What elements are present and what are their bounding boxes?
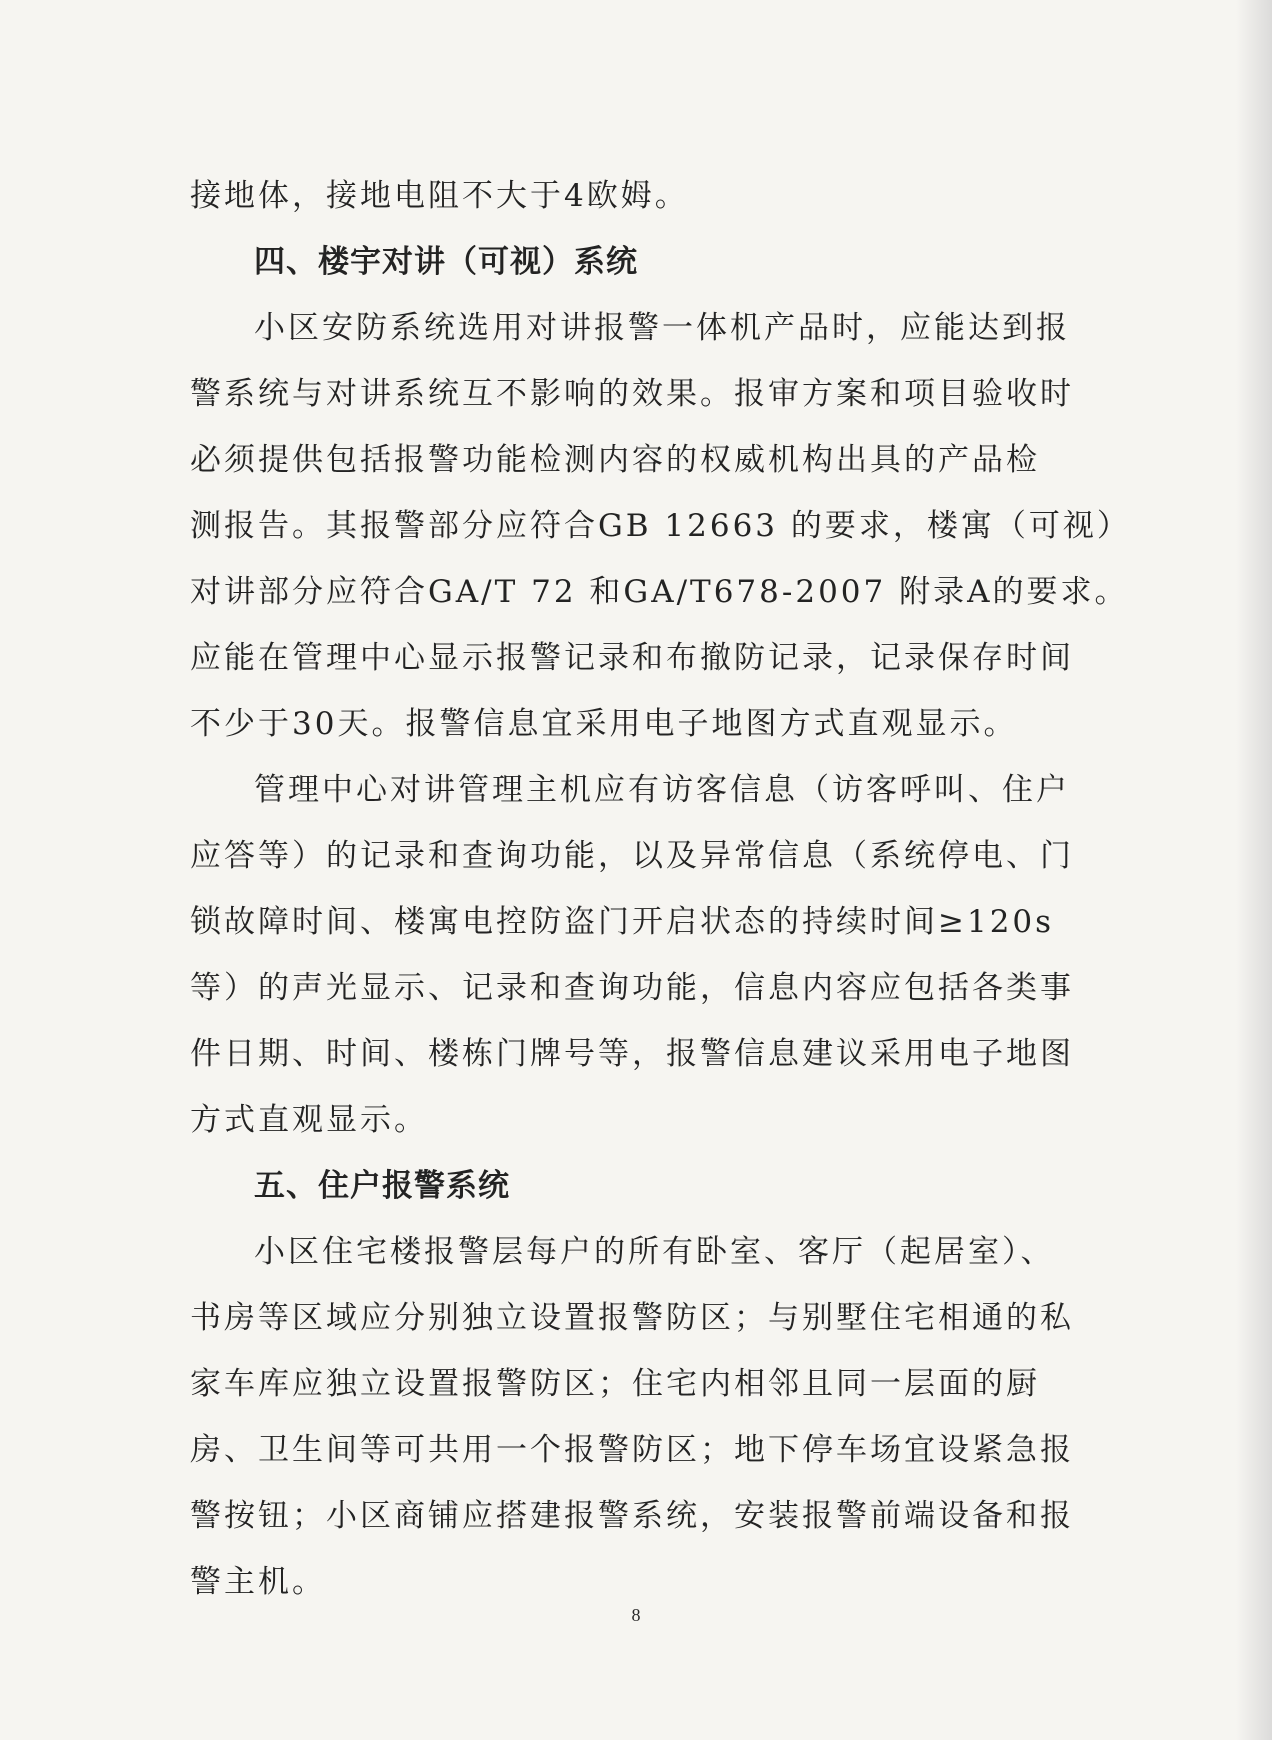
body-line: 家车库应独立设置报警防区；住宅内相邻且同一层面的厨 xyxy=(190,1366,1040,1402)
body-line: 锁故障时间、楼寓电控防盗门开启状态的持续时间≥120s xyxy=(190,904,1055,940)
body-line: 对讲部分应符合GA/T 72 和GA/T678-2007 附录A的要求。 xyxy=(190,574,1129,610)
body-line: 测报告。其报警部分应符合GB 12663 的要求，楼寓（可视） xyxy=(190,508,1131,544)
body-line: 不少于30天。报警信息宜采用电子地图方式直观显示。 xyxy=(190,706,1018,742)
section-heading-4: 四、楼宇对讲（可视）系统 xyxy=(254,244,638,280)
body-line: 房、卫生间等可共用一个报警防区；地下停车场宜设紧急报 xyxy=(190,1432,1074,1468)
body-line: 必须提供包括报警功能检测内容的权威机构出具的产品检 xyxy=(190,442,1040,478)
body-line: 警主机。 xyxy=(190,1564,326,1600)
body-line: 书房等区域应分别独立设置报警防区；与别墅住宅相通的私 xyxy=(190,1300,1074,1336)
body-line: 应答等）的记录和查询功能，以及异常信息（系统停电、门 xyxy=(190,838,1074,874)
body-line: 管理中心对讲管理主机应有访客信息（访客呼叫、住户 xyxy=(254,772,1070,808)
body-line: 警按钮；小区商铺应搭建报警系统，安装报警前端设备和报 xyxy=(190,1498,1074,1534)
document-body xyxy=(190,163,1131,1615)
body-line: 小区住宅楼报警层每户的所有卧室、客厅（起居室）、 xyxy=(254,1234,1055,1270)
scan-edge-shadow xyxy=(1236,0,1272,1740)
body-line: 小区安防系统选用对讲报警一体机产品时，应能达到报 xyxy=(254,310,1070,346)
body-line: 应能在管理中心显示报警记录和布撤防记录，记录保存时间 xyxy=(190,640,1074,676)
body-line: 警系统与对讲系统互不影响的效果。报审方案和项目验收时 xyxy=(190,376,1074,412)
section-heading-5: 五、住户报警系统 xyxy=(254,1168,510,1204)
body-line: 方式直观显示。 xyxy=(190,1102,428,1138)
page-number: 8 xyxy=(631,1605,641,1625)
body-line: 接地体，接地电阻不大于4欧姆。 xyxy=(190,178,689,214)
body-line: 件日期、时间、楼栋门牌号等，报警信息建议采用电子地图 xyxy=(190,1036,1074,1072)
body-line: 等）的声光显示、记录和查询功能，信息内容应包括各类事 xyxy=(190,970,1074,1006)
